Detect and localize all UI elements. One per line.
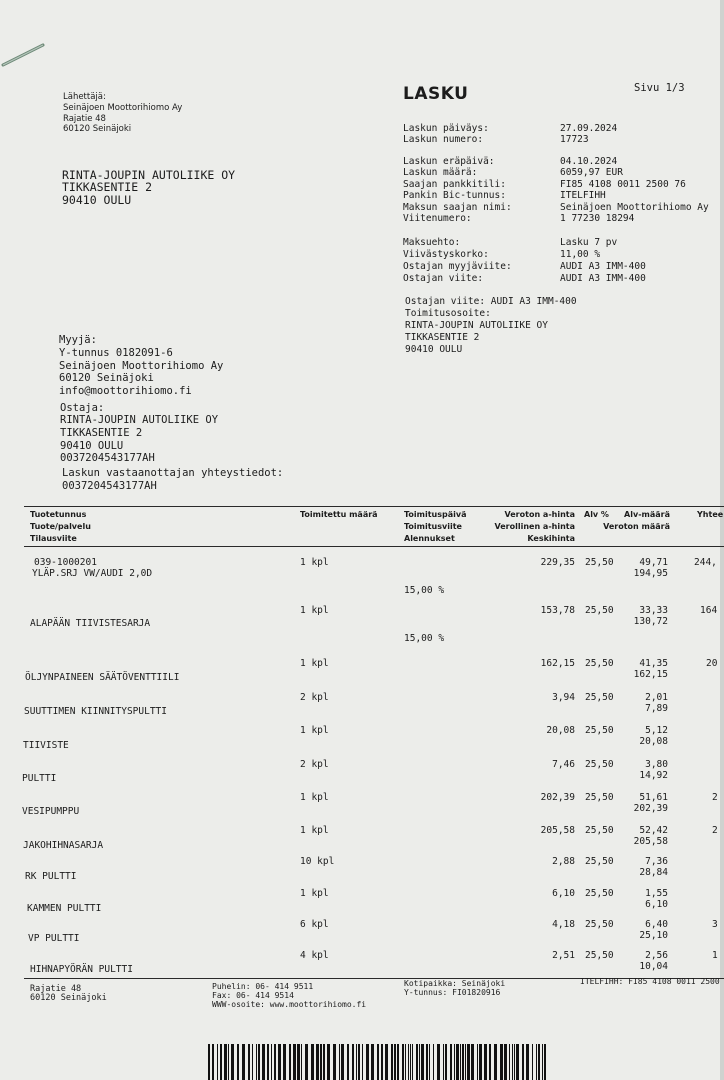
reference-number-value: 1 77230 18294: [560, 213, 635, 224]
product-name: JAKOHIHNASARJA: [23, 840, 104, 851]
seller-email: info@moottorihiomo.fi: [59, 385, 192, 397]
barcode-bar: [391, 1044, 393, 1080]
vat-amount: 33,33: [639, 605, 668, 616]
barcode-bar: [212, 1044, 214, 1080]
bic-code-value: ITELFIHH: [560, 190, 606, 201]
barcode-bar: [454, 1044, 455, 1080]
barcode-bar: [410, 1044, 411, 1080]
vat-percent: 25,50: [585, 950, 614, 961]
sender-line: Rajatie 48: [63, 114, 106, 124]
barcode-bar: [356, 1044, 357, 1080]
col-header-delivered-qty: Toimitettu määrä: [300, 510, 378, 519]
discount: 15,00 %: [404, 633, 445, 644]
vat-percent: 25,50: [585, 692, 614, 703]
seller-line: 60120 Seinäjoki: [59, 372, 154, 384]
product-name: TIIVISTE: [23, 740, 69, 751]
buyer-ref-value: AUDI A3 IMM-400: [560, 273, 646, 284]
delivery-line: RINTA-JOUPIN AUTOLIIKE OY: [405, 320, 548, 331]
barcode-bar: [426, 1044, 428, 1080]
barcode-bar: [297, 1044, 300, 1080]
sender-line: 60120 Seinäjoki: [63, 124, 132, 134]
vat-percent: 25,50: [585, 605, 614, 616]
discount: 15,00 %: [404, 585, 445, 596]
barcode-bar: [252, 1044, 253, 1080]
net-amount: 162,15: [633, 669, 668, 680]
barcode-bar: [385, 1044, 388, 1080]
invoice-amount-label: Laskun määrä:: [403, 167, 478, 178]
product-name: ÖLJYNPAINEEN SÄÄTÖVENTTIILI: [25, 672, 180, 683]
line-total: 1: [712, 950, 718, 961]
footer-address: 60120 Seinäjoki: [30, 993, 107, 1003]
barcode-bar: [504, 1044, 507, 1080]
product-name: ALAPÄÄN TIIVISTESARJA: [30, 618, 151, 629]
barcode-bar: [402, 1044, 404, 1080]
footer-website: WWW-osoite: www.moottorihiomo.fi: [212, 1000, 367, 1009]
barcode-bar: [208, 1044, 210, 1080]
barcode-bar: [271, 1044, 272, 1080]
invoice-number-label: Laskun numero:: [403, 134, 484, 145]
delivered-qty: 2 kpl: [300, 759, 329, 770]
barcode-bar: [516, 1044, 519, 1080]
vat-amount: 5,12: [645, 725, 668, 736]
vat-amount: 1,55: [645, 888, 668, 899]
net-unit-price: 20,08: [546, 725, 575, 736]
tape-mark-icon: [0, 40, 48, 70]
barcode-bar: [437, 1044, 440, 1080]
col-header-product-service: Tuote/palvelu: [30, 522, 91, 531]
invoice-amount-value: 6059,97 EUR: [560, 167, 623, 178]
footer-domicile: Kotipaikka: Seinäjoki: [404, 979, 506, 988]
net-unit-price: 4,18: [552, 919, 575, 930]
barcode-bar: [456, 1044, 459, 1080]
line-total: 3: [712, 919, 718, 930]
barcode-bar: [341, 1044, 344, 1080]
barcode-bar: [416, 1044, 418, 1080]
barcode-bar: [248, 1044, 250, 1080]
seller-line: Seinäjoen Moottorihiomo Ay: [59, 360, 224, 372]
barcode-bar: [462, 1044, 464, 1080]
product-name: YLÄP.SRJ VW/AUDI 2,0D: [32, 568, 153, 579]
barcode-bar: [443, 1044, 444, 1080]
barcode-bar: [220, 1044, 222, 1080]
vat-amount: 51,61: [639, 792, 668, 803]
col-header-gross-unit-price: Verollinen a-hinta: [494, 522, 575, 531]
barcode-bar: [274, 1044, 276, 1080]
payment-terms-value: Lasku 7 pv: [560, 237, 618, 248]
barcode-bar: [408, 1044, 409, 1080]
footer-address: Rajatie 48: [30, 984, 82, 994]
net-unit-price: 162,15: [540, 658, 575, 669]
barcode-bar: [421, 1044, 424, 1080]
net-amount: 28,84: [639, 867, 668, 878]
barcode-bar: [512, 1044, 513, 1080]
col-header-total: Yhtee: [697, 510, 724, 519]
barcode-bar: [412, 1044, 413, 1080]
buyer-line: TIKKASENTIE 2: [60, 427, 143, 439]
barcode-bar: [217, 1044, 218, 1080]
delivered-qty: 1 kpl: [300, 825, 329, 836]
barcode-bar: [316, 1044, 319, 1080]
invoice-title: LASKU: [403, 84, 469, 104]
barcode-bar: [242, 1044, 245, 1080]
vat-amount: 49,71: [639, 557, 668, 568]
payee-account-value: FI85 4108 0011 2500 76: [560, 179, 686, 190]
net-amount: 6,10: [645, 899, 668, 910]
delivered-qty: 1 kpl: [300, 792, 329, 803]
barcode-bar: [450, 1044, 452, 1080]
footer-fax: Fax: 06- 414 9514: [212, 991, 294, 1000]
col-header-vat-pct: Alv %: [584, 510, 609, 519]
line-total: 244,: [694, 557, 717, 568]
barcode-bar: [542, 1044, 543, 1080]
vat-amount: 2,01: [645, 692, 668, 703]
delivered-qty: 6 kpl: [300, 919, 329, 930]
net-amount: 194,95: [633, 568, 668, 579]
delivered-qty: 1 kpl: [300, 658, 329, 669]
vat-amount: 6,40: [645, 919, 668, 930]
delivery-line: 90410 OULU: [405, 344, 463, 355]
footer-business-id: Y-tunnus: FI01820916: [404, 988, 501, 997]
net-amount: 205,58: [633, 836, 668, 847]
barcode-bar: [327, 1044, 330, 1080]
barcode-bar: [419, 1044, 420, 1080]
payment-terms-label: Maksuehto:: [403, 237, 461, 248]
recipient-line: 90410 OULU: [62, 193, 132, 207]
barcode-bar: [333, 1044, 336, 1080]
barcode-bar: [526, 1044, 529, 1080]
barcode-bar: [305, 1044, 308, 1080]
buyer-ref-label: Ostajan viite:: [403, 273, 484, 284]
net-amount: 14,92: [639, 770, 668, 781]
sender-label: Lähettäjä:: [63, 92, 106, 102]
product-name: SUUTTIMEN KIINNITYSPULTTI: [24, 706, 167, 717]
vat-percent: 25,50: [585, 825, 614, 836]
net-amount: 7,89: [645, 703, 668, 714]
barcode-bar: [377, 1044, 379, 1080]
buyer-line: 90410 OULU: [60, 440, 124, 452]
barcode-bar: [489, 1044, 491, 1080]
barcode-bar: [262, 1044, 265, 1080]
net-unit-price: 2,51: [552, 950, 575, 961]
barcode-bar: [514, 1044, 515, 1080]
vat-percent: 25,50: [585, 557, 614, 568]
barcode-bar: [465, 1044, 466, 1080]
col-header-net-amount: Veroton määrä: [603, 522, 670, 531]
product-name: VESIPUMPPU: [22, 806, 80, 817]
line-total: 2: [712, 825, 718, 836]
barcode-bar: [289, 1044, 291, 1080]
barcode-bar: [500, 1044, 503, 1080]
vat-percent: 25,50: [585, 658, 614, 669]
vat-amount: 52,42: [639, 825, 668, 836]
product-name: VP PULTTI: [28, 933, 80, 944]
barcode-bar: [522, 1044, 524, 1080]
recipient-contact-value: 0037204543177AH: [62, 480, 157, 492]
barcode-bar: [362, 1044, 363, 1080]
payee-account-label: Saajan pankkitili:: [403, 179, 506, 190]
net-amount: 20,08: [639, 736, 668, 747]
barcode-bar: [484, 1044, 487, 1080]
product-name: RK PULTTI: [25, 871, 77, 882]
barcode-bar: [433, 1044, 434, 1080]
payee-name-value: Seinäjoen Moottorihiomo Ay: [560, 202, 709, 213]
barcode-bar: [477, 1044, 478, 1080]
col-header-delivery-ref: Toimitusviite: [404, 522, 462, 531]
recipient-line: RINTA-JOUPIN AUTOLIIKE OY: [62, 168, 236, 182]
col-header-avg-price: Keskihinta: [527, 534, 575, 543]
buyer-seller-ref-label: Ostajan myyjäviite:: [403, 261, 512, 272]
delivered-qty: 10 kpl: [300, 856, 335, 867]
barcode-bar: [509, 1044, 510, 1080]
col-header-discounts: Alennukset: [404, 534, 455, 543]
delivered-qty: 1 kpl: [300, 605, 329, 616]
net-amount: 130,72: [633, 616, 668, 627]
barcode-bar: [471, 1044, 474, 1080]
net-unit-price: 7,46: [552, 759, 575, 770]
penalty-interest-label: Viivästyskorko:: [403, 249, 489, 260]
barcode-bar: [347, 1044, 349, 1080]
table-top-rule: [24, 506, 724, 507]
barcode-bar: [371, 1044, 374, 1080]
barcode-bar: [460, 1044, 461, 1080]
vat-percent: 25,50: [585, 792, 614, 803]
reference-number-label: Viitenumero:: [403, 213, 472, 224]
vat-amount: 41,35: [639, 658, 668, 669]
barcode-bar: [224, 1044, 227, 1080]
recipient-line: TIKKASENTIE 2: [62, 180, 153, 194]
col-header-delivery-date: Toimituspäivä: [404, 510, 467, 519]
delivered-qty: 4 kpl: [300, 950, 329, 961]
barcode-bar: [237, 1044, 239, 1080]
barcode-bar: [228, 1044, 229, 1080]
barcode-bar: [258, 1044, 260, 1080]
vat-percent: 25,50: [585, 919, 614, 930]
sender-line: Seinäjoen Moottorihiomo Ay: [63, 103, 183, 113]
seller-line: Y-tunnus 0182091-6: [59, 347, 173, 359]
barcode-icon: [208, 1044, 552, 1080]
invoice-date-label: Laskun päiväys:: [403, 123, 489, 134]
product-code: 039-1000201: [34, 557, 97, 568]
barcode-bar: [429, 1044, 430, 1080]
delivery-buyer-ref: Ostajan viite: AUDI A3 IMM-400: [405, 296, 577, 307]
barcode-bar: [394, 1044, 396, 1080]
net-amount: 25,10: [639, 930, 668, 941]
delivery-line: TIKKASENTIE 2: [405, 332, 480, 343]
barcode-bar: [532, 1044, 533, 1080]
net-unit-price: 2,88: [552, 856, 575, 867]
col-header-order-ref: Tilausviite: [30, 534, 77, 543]
barcode-bar: [538, 1044, 540, 1080]
delivered-qty: 1 kpl: [300, 557, 329, 568]
line-total: 2: [712, 792, 718, 803]
payee-name-label: Maksun saajan nimi:: [403, 202, 512, 213]
delivered-qty: 1 kpl: [300, 725, 329, 736]
barcode-bar: [381, 1044, 383, 1080]
vat-amount: 2,56: [645, 950, 668, 961]
table-header-rule: [24, 546, 724, 547]
barcode-bar: [352, 1044, 354, 1080]
barcode-bar: [479, 1044, 482, 1080]
vat-percent: 25,50: [585, 856, 614, 867]
barcode-bar: [544, 1044, 546, 1080]
col-header-product-code: Tuotetunnus: [30, 510, 87, 519]
barcode-bar: [320, 1044, 322, 1080]
barcode-bar: [231, 1044, 234, 1080]
net-amount: 10,04: [639, 961, 668, 972]
buyer-label: Ostaja:: [60, 402, 105, 414]
due-date-label: Laskun eräpäivä:: [403, 156, 495, 167]
net-unit-price: 3,94: [552, 692, 575, 703]
footer-bank: ITELFIHH: FI85 4108 0011 2500: [580, 977, 720, 986]
barcode-bar: [311, 1044, 314, 1080]
seller-label: Myyjä:: [59, 334, 97, 346]
barcode-bar: [267, 1044, 269, 1080]
page-number: Sivu 1/3: [634, 82, 685, 94]
vat-amount: 7,36: [645, 856, 668, 867]
product-name: HIHNAPYÖRÄN PULTTI: [30, 964, 133, 975]
net-unit-price: 229,35: [540, 557, 575, 568]
delivered-qty: 2 kpl: [300, 692, 329, 703]
barcode-bar: [494, 1044, 497, 1080]
delivered-qty: 1 kpl: [300, 888, 329, 899]
footer-phone: Puhelin: 06- 414 9511: [212, 982, 314, 991]
barcode-bar: [405, 1044, 406, 1080]
barcode-bar: [397, 1044, 399, 1080]
penalty-interest-value: 11,00 %: [560, 249, 601, 260]
net-unit-price: 205,58: [540, 825, 575, 836]
line-total: 20: [706, 658, 718, 669]
vat-percent: 25,50: [585, 888, 614, 899]
barcode-bar: [301, 1044, 302, 1080]
product-name: KAMMEN PULTTI: [27, 903, 102, 914]
barcode-bar: [339, 1044, 340, 1080]
buyer-line: RINTA-JOUPIN AUTOLIIKE OY: [60, 414, 219, 426]
barcode-bar: [358, 1044, 360, 1080]
net-amount: 202,39: [633, 803, 668, 814]
barcode-bar: [366, 1044, 369, 1080]
barcode-bar: [445, 1044, 447, 1080]
col-header-vat-amount: Alv-määrä: [624, 510, 670, 519]
due-date-value: 04.10.2024: [560, 156, 618, 167]
invoice-number-value: 17723: [560, 134, 589, 145]
bic-code-label: Pankin Bic-tunnus:: [403, 190, 506, 201]
barcode-bar: [293, 1044, 296, 1080]
col-header-net-unit-price: Veroton a-hinta: [504, 510, 575, 519]
barcode-bar: [256, 1044, 257, 1080]
buyer-seller-ref-value: AUDI A3 IMM-400: [560, 261, 646, 272]
vat-percent: 25,50: [585, 725, 614, 736]
recipient-contact-label: Laskun vastaanottajan yhteystiedot:: [62, 467, 284, 479]
buyer-line: 0037204543177AH: [60, 452, 155, 464]
invoice-date-value: 27.09.2024: [560, 123, 618, 134]
line-total: 164: [700, 605, 718, 616]
net-unit-price: 6,10: [552, 888, 575, 899]
vat-amount: 3,80: [645, 759, 668, 770]
net-unit-price: 202,39: [540, 792, 575, 803]
vat-percent: 25,50: [585, 759, 614, 770]
delivery-address-label: Toimitusosoite:: [405, 308, 491, 319]
barcode-bar: [283, 1044, 286, 1080]
net-unit-price: 153,78: [540, 605, 575, 616]
barcode-bar: [536, 1044, 537, 1080]
barcode-bar: [278, 1044, 281, 1080]
barcode-bar: [467, 1044, 470, 1080]
barcode-bar: [323, 1044, 325, 1080]
product-name: PULTTI: [22, 773, 57, 784]
